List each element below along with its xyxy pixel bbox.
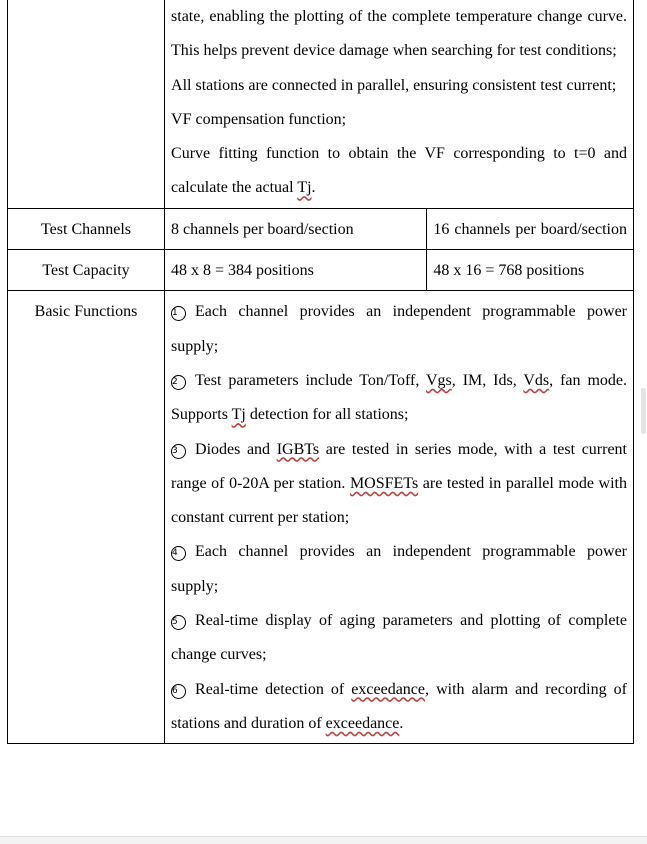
list-item-text: , with alarm and recording of stations and duration of — [171, 680, 627, 732]
list-item-text: Test parameters include Ton/Toff, — [195, 371, 426, 389]
row-label: Test Channels — [8, 208, 165, 249]
list-item-text: Real-time detection of — [195, 680, 352, 698]
intro-paragraph: All stations are connected in parallel, ensuring consistent test current; — [171, 76, 617, 94]
list-item-text: , IM, Ids, — [451, 371, 524, 389]
spell-flag-word: MOSFETs — [349, 474, 419, 492]
intro-paragraph: state, enabling the plotting of the complete temperature change curve. This helps prevent device damage when searching for test conditions; — [171, 8, 627, 60]
table-cell: 48 x 8 = 384 positions — [165, 250, 427, 291]
list-item-text: are tested in parallel mode with constant current per station; — [171, 474, 627, 527]
spell-flag-word: exceedance — [325, 714, 400, 732]
vertical-scrollbar[interactable] — [641, 388, 646, 434]
functions-cell — [165, 291, 634, 744]
row-label: Test Capacity — [8, 250, 165, 291]
list-item-text: . — [399, 714, 404, 732]
spell-flag-word: Vds — [523, 371, 550, 389]
spell-flag-word: exceedance — [351, 680, 426, 698]
list-item-text: Each channel provides an independent programmable power supply; — [171, 303, 627, 355]
circled-number-icon: 4 — [171, 546, 186, 561]
cell-text: 16 channels per board/section — [433, 220, 627, 238]
intro-paragraph — [171, 137, 627, 206]
list-item-text: Each channel provides an independent programmable power supply; — [171, 543, 627, 595]
table-cell — [427, 208, 634, 249]
intro-text: . — [311, 179, 316, 197]
list-item-text: Real-time display of aging parameters and plotting of complete change curves; — [171, 612, 627, 664]
circled-number-icon: 6 — [171, 684, 186, 699]
circled-number-icon: 5 — [171, 615, 186, 630]
list-item-text: , fan mode. Supports — [171, 371, 627, 424]
circled-number-icon: 3 — [171, 444, 186, 459]
spell-flag-word: Tj — [297, 179, 312, 197]
spell-flag-word: Vgs — [425, 371, 452, 389]
list-item — [171, 673, 627, 742]
circled-number-icon: 1 — [171, 306, 186, 321]
row-label: Basic Functions — [8, 291, 165, 744]
spell-flag-word: Tj — [231, 406, 246, 424]
circled-number-icon: 2 — [171, 375, 186, 390]
list-item-text: Diodes and — [195, 440, 277, 458]
document-page — [7, 0, 634, 744]
intro-text: Curve fitting function to obtain the VF corresponding to t=0 and calculate the actual — [171, 145, 627, 197]
table-row — [8, 208, 634, 249]
intro-paragraph: VF compensation function; — [171, 110, 347, 128]
table-cell: 8 channels per board/section — [165, 208, 427, 249]
list-item — [171, 604, 627, 673]
spell-flag-word: IGBTs — [276, 440, 320, 458]
list-item — [171, 433, 627, 536]
intro-cell — [165, 0, 634, 208]
list-item-text: detection for all stations; — [245, 406, 409, 424]
list-item-text: are tested in series mode, with a test current range of 0-20A per station. — [171, 440, 628, 492]
table-row — [8, 291, 634, 744]
table-cell: 48 x 16 = 768 positions — [427, 250, 634, 291]
table-row — [8, 250, 634, 291]
table-row — [8, 0, 634, 208]
list-item — [171, 535, 627, 604]
spec-table — [7, 0, 634, 744]
table-cell-empty — [8, 0, 165, 208]
list-item — [171, 295, 627, 364]
list-item — [171, 364, 627, 433]
